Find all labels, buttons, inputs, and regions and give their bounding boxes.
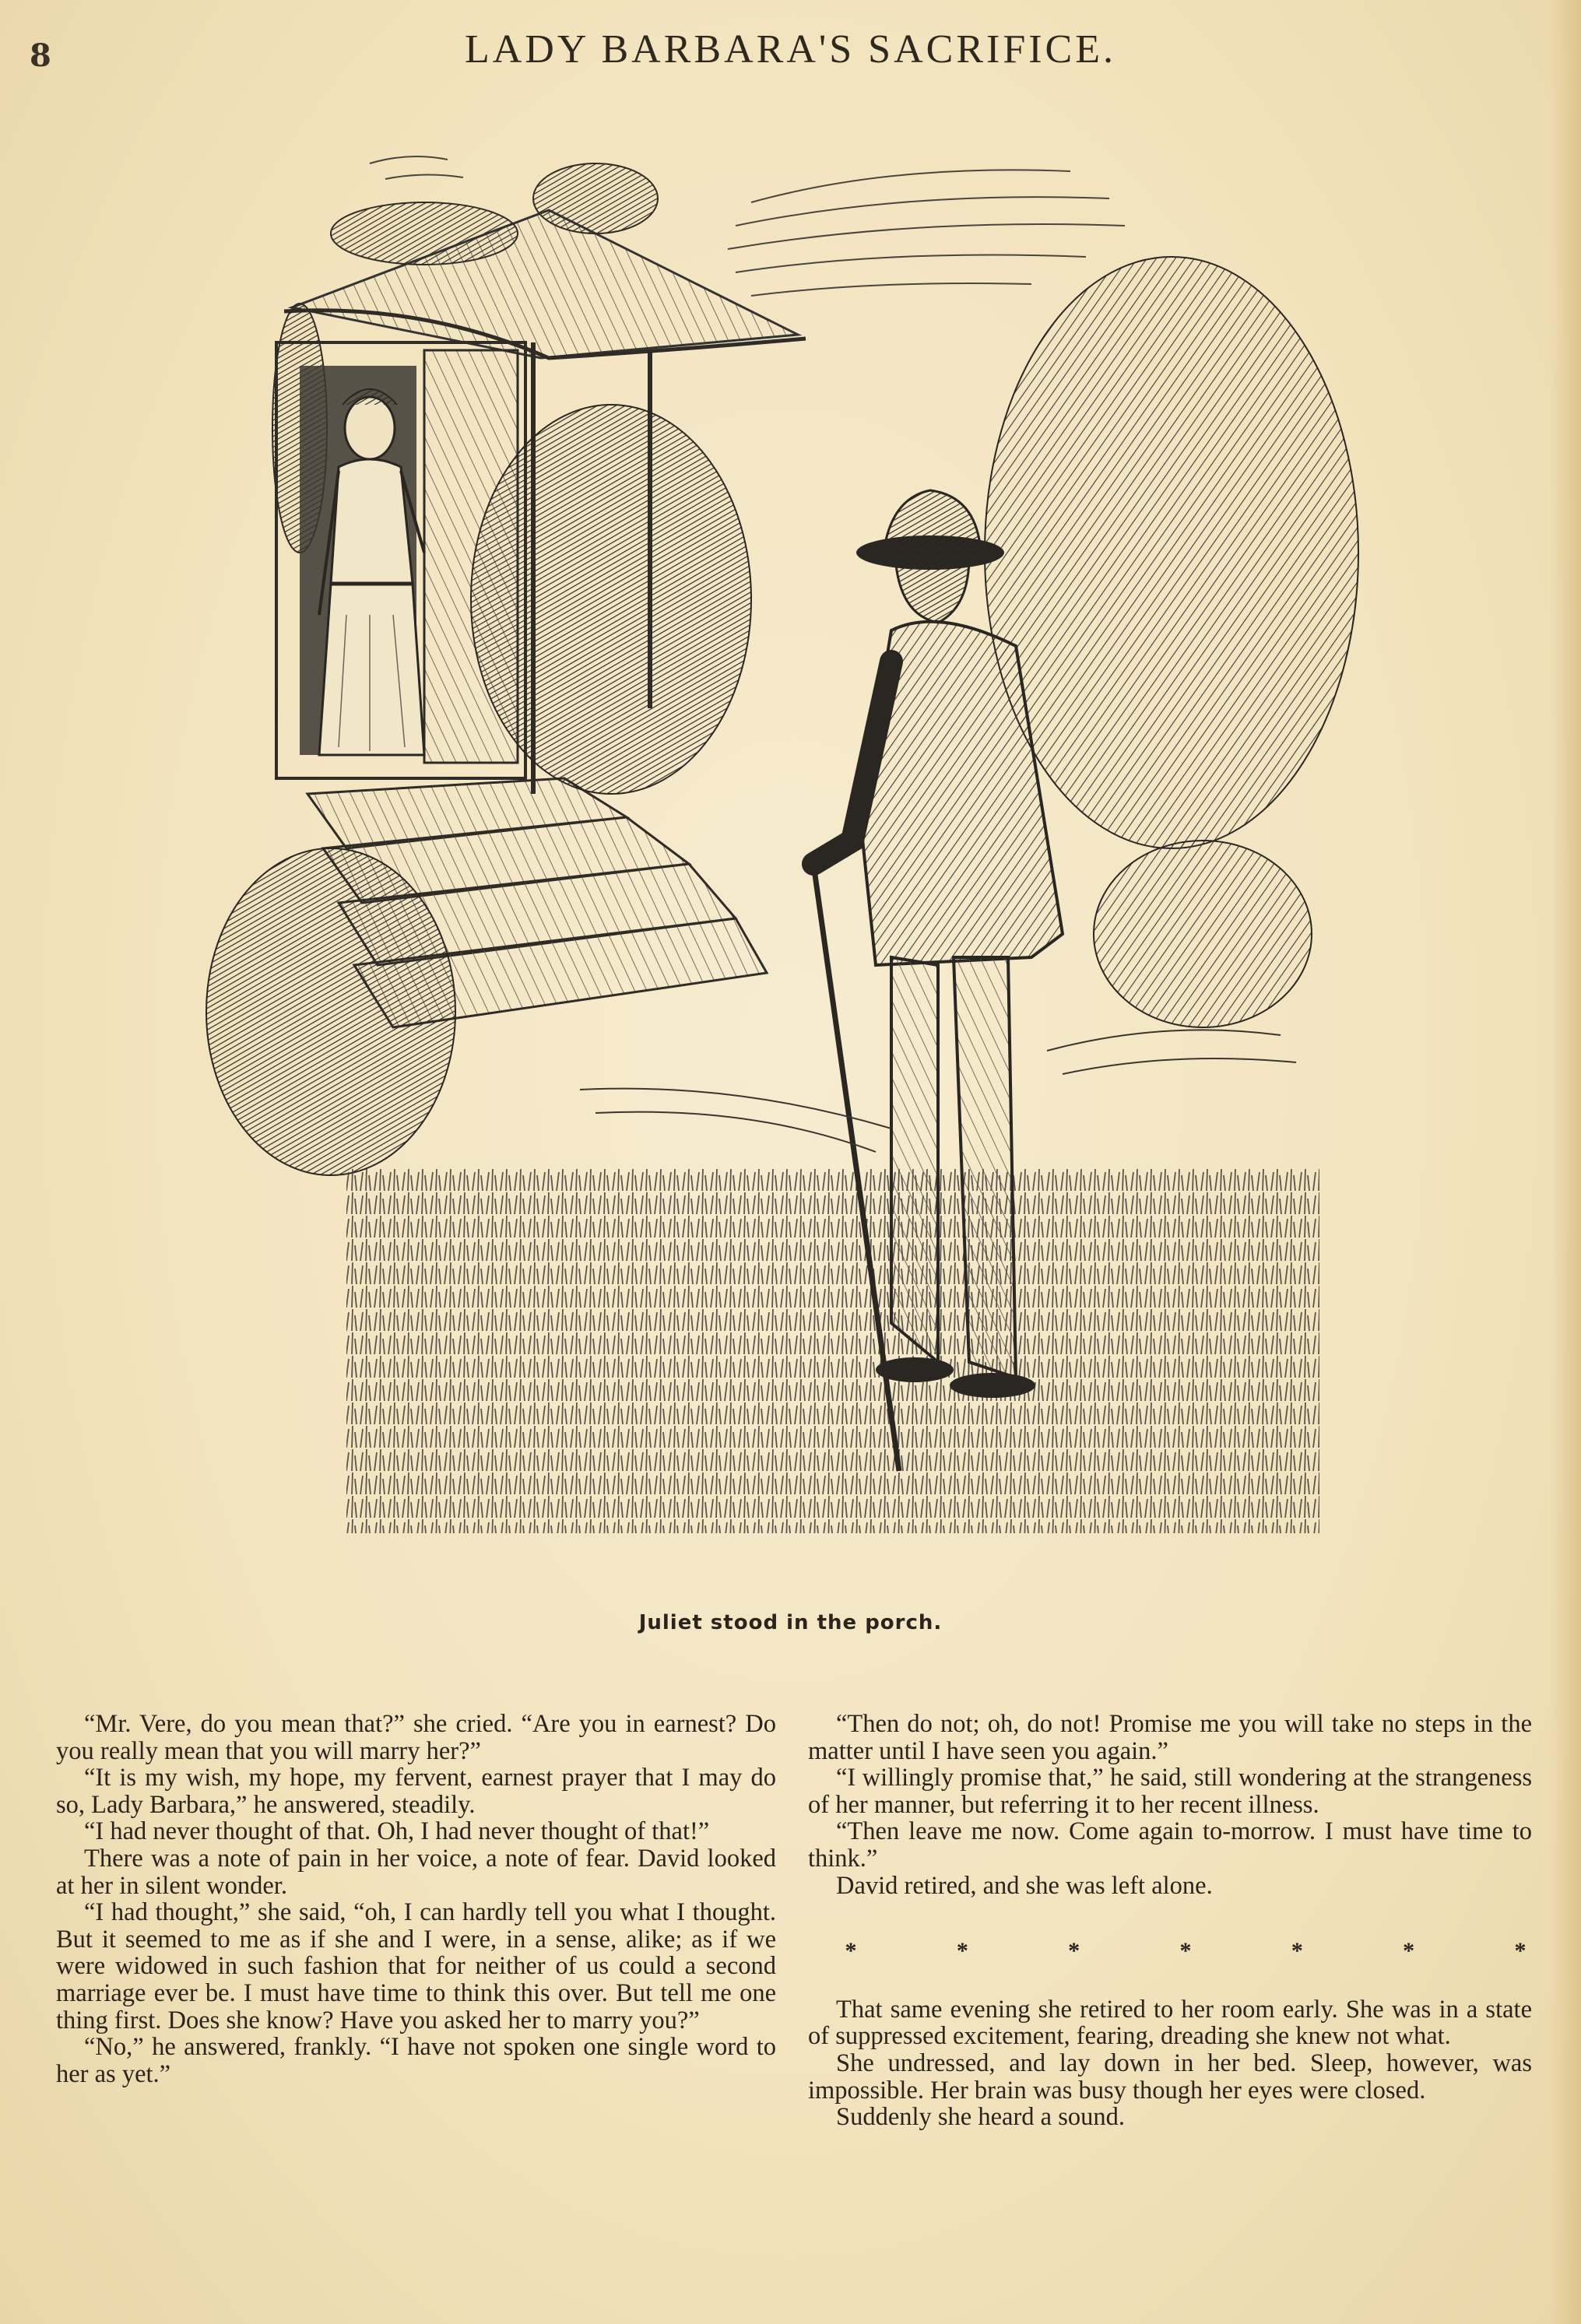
engraving-illustration — [191, 117, 1374, 1596]
section-star: * — [845, 1938, 857, 1964]
paragraph: “I willingly promise that,” he said, still wondering at the strangeness of her manner, but referring it to her recent illness. — [808, 1764, 1532, 1819]
section-star: * — [1514, 1938, 1527, 1964]
paragraph: There was a note of pain in her voice, a note of fear. David looked at her in silent wonder. — [56, 1844, 776, 1900]
paragraph: “It is my wish, my hope, my fervent, earnest prayer that I may do so, Lady Barbara,” he answered, steadily. — [56, 1764, 776, 1819]
section-star: * — [1403, 1938, 1415, 1964]
page-number: 8 — [30, 37, 51, 74]
section-star: * — [956, 1938, 968, 1964]
lawn-grass — [346, 1167, 1319, 1533]
page-edge-shadow — [1550, 0, 1581, 2324]
paragraph: “Then do not; oh, do not! Promise me you will take no steps in the matter until I have seen you again.” — [808, 1710, 1532, 1765]
paragraph: “Mr. Vere, do you mean that?” she cried. “Are you in earnest? Do you really mean that you will marry her?” — [56, 1710, 776, 1765]
porch-scene-icon — [191, 117, 1374, 1596]
section-star: * — [1179, 1938, 1192, 1964]
running-head-title: LADY BARBARA'S SACRIFICE. — [464, 27, 1116, 72]
paragraph: David retired, and she was left alone. — [836, 1871, 1213, 1900]
paragraph: “No,” he answered, frankly. “I have not spoken one single word to her as yet.” — [56, 2033, 776, 2088]
paragraph: She undressed, and lay down in her bed. Sleep, however, was impossible. Her brain was busy though her eyes were closed. — [808, 2048, 1532, 2105]
section-star: * — [1068, 1938, 1080, 1964]
paragraph: “I had thought,” she said, “oh, I can hardly tell you what I thought. But it seemed to me as if she and I were, in a sense, alike; as if we were widowed in such fashion that for neither of us could a second marriage ever be. I must have time to think this over. But tell me one thing first. Does she know? Have you asked her to marry you?” — [56, 1898, 776, 2034]
section-break — [808, 1938, 1532, 1965]
paragraph: “I had never thought of that. Oh, I had never thought of that!” — [84, 1817, 710, 1846]
text-column-left — [56, 1711, 776, 2087]
paragraph: “Then leave me now. Come again to-morrow. I must have time to think.” — [808, 1817, 1532, 1873]
paragraph: Suddenly she heard a sound. — [836, 2103, 1125, 2132]
text-column-right — [808, 1711, 1532, 2131]
section-star: * — [1291, 1938, 1303, 1964]
paragraph: That same evening she retired to her room early. She was in a state of suppressed excitement, fearing, dreading she knew not what. — [808, 1995, 1532, 2051]
illustration-caption: Juliet stood in the porch. — [638, 1611, 943, 1634]
